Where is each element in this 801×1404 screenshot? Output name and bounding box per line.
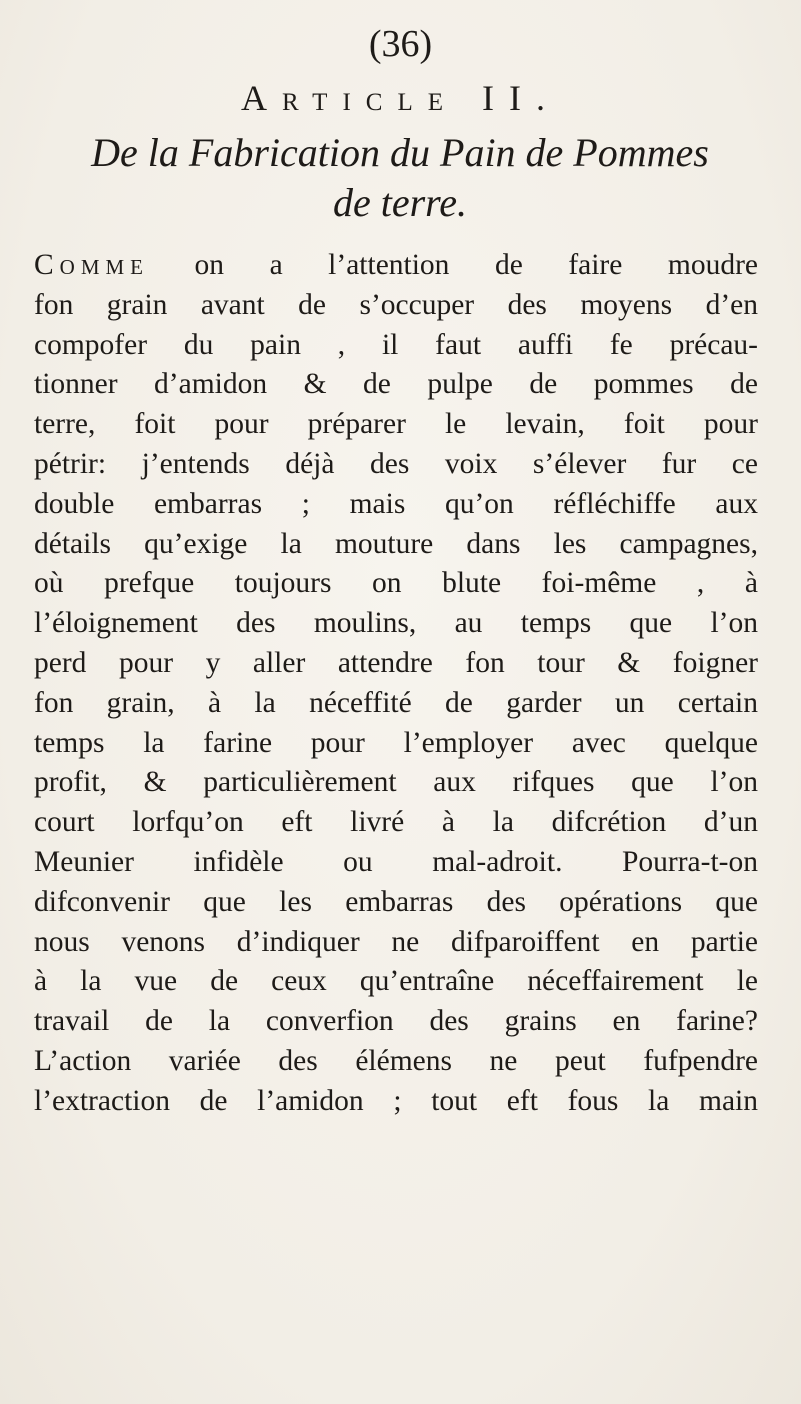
- text-line: terre, foit pour préparer le levain, foit pour: [34, 408, 758, 441]
- text-line: fon grain, à la néceffité de garder un certain: [34, 686, 758, 719]
- text-line: temps la farine pour l’employer avec quelque: [34, 726, 758, 759]
- text-line: pétrir: j’entends déjà des voix s’élever fur ce: [34, 447, 758, 480]
- opening-word: Comme: [34, 249, 150, 281]
- section-title-line-2: de terre.: [332, 180, 468, 225]
- section-title-line-1: De la Fabrication du Pain de Pommes: [91, 130, 709, 175]
- text-line: difconvenir que les embarras des opérations que: [34, 885, 758, 918]
- text-line: l’éloignement des moulins, au temps que l’on: [34, 607, 758, 640]
- text-line: perd pour y aller attendre fon tour & foigner: [34, 646, 758, 679]
- text-line: [34, 246, 758, 286]
- text-line: nous venons d’indiquer ne difparoiffent en partie: [34, 925, 758, 958]
- text-line: compofer du pain , il faut auffi fe précau-: [34, 328, 758, 361]
- section-title: [60, 128, 740, 228]
- text-line: profit, & particulièrement aux rifques que l’on: [34, 766, 758, 799]
- page-number: (36): [368, 23, 433, 65]
- text-line: où prefque toujours on blute foi-même , à: [34, 567, 758, 600]
- text-line: court lorfqu’on eft livré à la difcrétion d’un: [34, 806, 758, 839]
- text-line: L’action variée des élémens ne peut fufpendre: [34, 1044, 758, 1077]
- article-heading: Article II.: [241, 78, 560, 118]
- text-line-content: on a l’attention de faire moudre: [149, 249, 758, 281]
- body-paragraph: [34, 246, 758, 1122]
- text-line: à la vue de ceux qu’entraîne néceffairement le: [34, 965, 758, 998]
- text-line: travail de la converfion des grains en farine?: [34, 1005, 758, 1038]
- text-line: tionner d’amidon & de pulpe de pommes de: [34, 368, 758, 401]
- text-line: fon grain avant de s’occuper des moyens d’en: [34, 288, 758, 321]
- text-line: l’extraction de l’amidon ; tout eft fous la main: [34, 1084, 758, 1117]
- text-line: détails qu’exige la mouture dans les campagnes,: [34, 527, 758, 560]
- text-line: Meunier infidèle ou mal-adroit. Pourra-t-on: [34, 845, 758, 878]
- text-line: double embarras ; mais qu’on réfléchiffe aux: [34, 487, 758, 520]
